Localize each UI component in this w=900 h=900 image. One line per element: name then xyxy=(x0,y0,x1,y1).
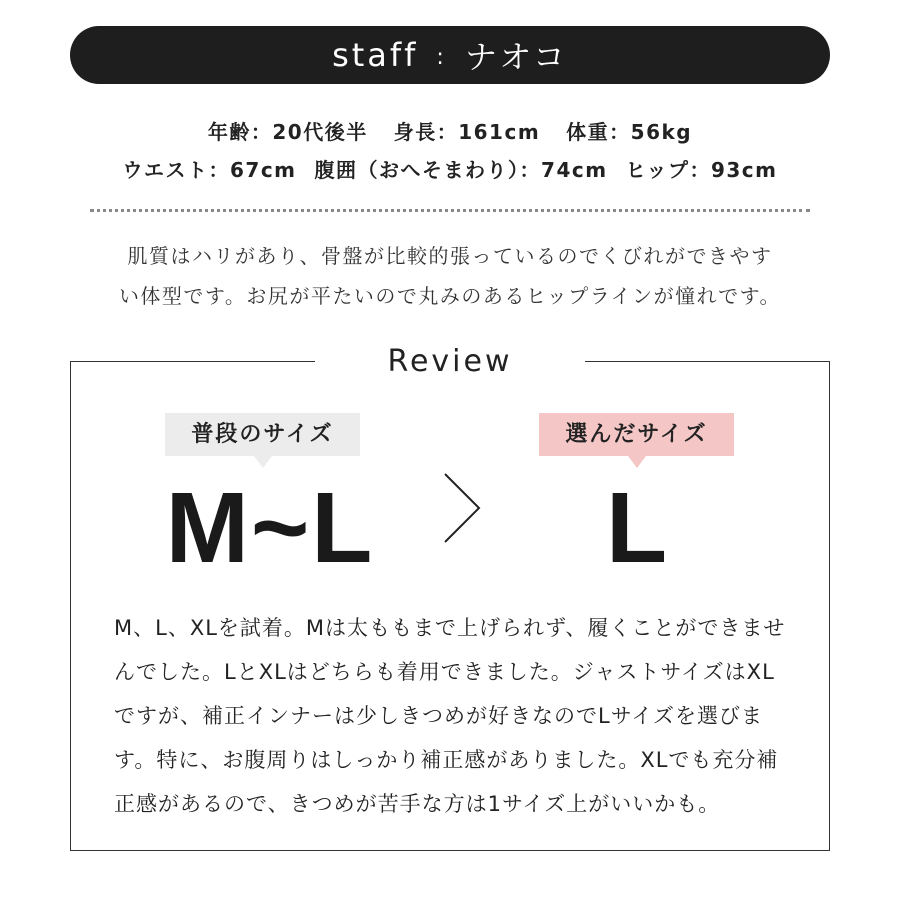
stat-height: 身長：161cm xyxy=(393,120,541,144)
review-body-line: 正感があるので、きつめが苦手な方は1サイズ上がいいかも。 xyxy=(114,792,721,816)
chevron-right-icon xyxy=(441,472,483,544)
stat-weight: 体重：56kg xyxy=(566,120,693,144)
stat-belly: 腹囲（おへそまわり）：74cm xyxy=(314,158,608,182)
stats-line-2 xyxy=(0,154,900,183)
staff-name: ナオコ xyxy=(464,38,568,76)
stats-line-1 xyxy=(0,116,900,145)
review-title: Review xyxy=(315,340,585,384)
description-line-2: い体型です。お尻が平たいので丸みのあるヒップラインが憧れです。 xyxy=(118,284,782,308)
review-body-line: ですが、補正インナーは少しきつめが好きなのでLサイズを選びま xyxy=(114,704,764,728)
usual-size-value: M~L xyxy=(165,472,375,584)
dotted-divider xyxy=(90,209,810,212)
review-body-line: んでした。LとXLはどちらも着用できました。ジャストサイズはXL xyxy=(114,660,775,684)
usual-size-tag: 普段のサイズ xyxy=(165,413,360,456)
stat-age: 年齢：20代後半 xyxy=(207,120,368,144)
description-line-1: 肌質はハリがあり、骨盤が比較的張っているのでくびれができやす xyxy=(127,244,773,268)
staff-label: staff xyxy=(332,36,419,74)
staff-header-bar xyxy=(70,26,830,84)
stat-waist: ウエスト：67cm xyxy=(122,158,297,182)
header-separator: : xyxy=(436,44,447,70)
stat-hip: ヒップ：93cm xyxy=(625,158,778,182)
review-body-line: M、L、XLを試着。Mは太ももまで上げられず、履くことができませ xyxy=(114,616,786,640)
chosen-size-tag: 選んだサイズ xyxy=(539,413,734,456)
review-body xyxy=(114,606,794,826)
review-body-line: す。特に、お腹周りはしっかり補正感がありました。XLでも充分補 xyxy=(114,748,779,772)
chosen-size-value: L xyxy=(605,472,668,584)
